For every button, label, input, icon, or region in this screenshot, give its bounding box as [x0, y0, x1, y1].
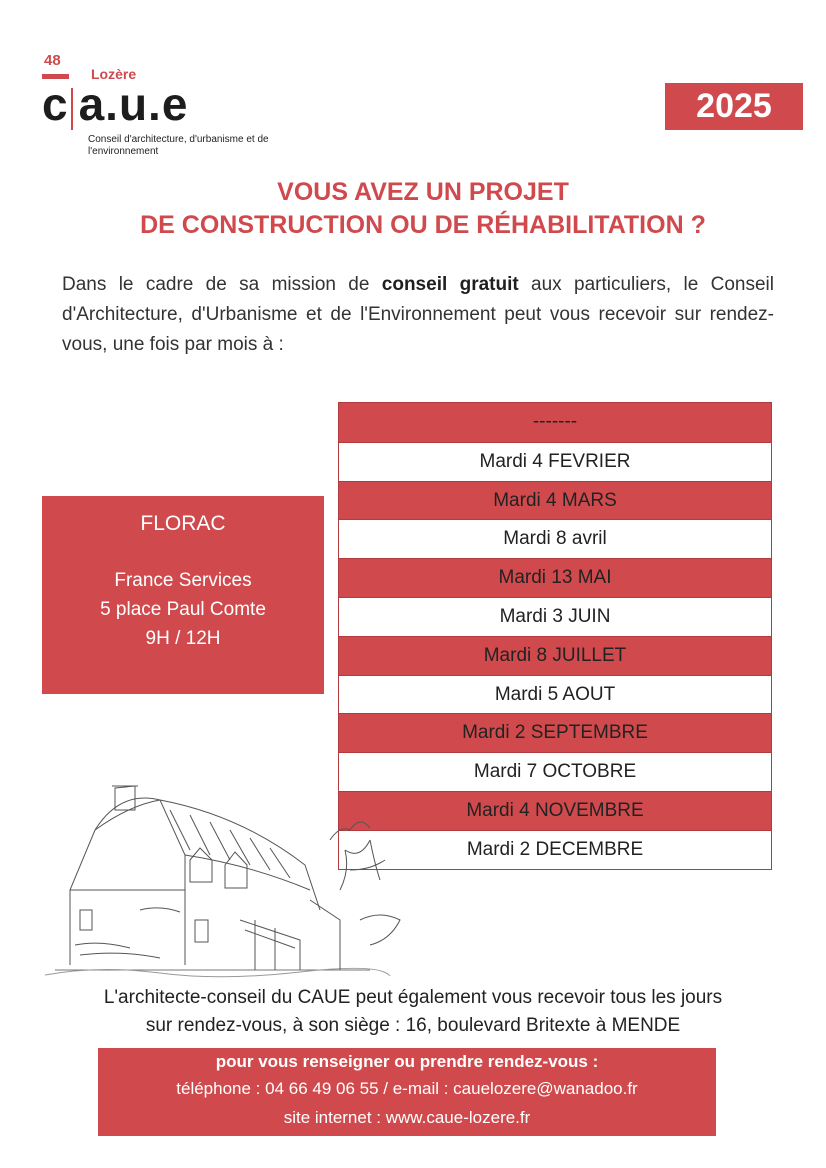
date-row: Mardi 2 SEPTEMBRE: [339, 713, 771, 752]
headline-line-1: VOUS AVEZ UN PROJET: [277, 178, 569, 206]
logo-separator: [71, 88, 73, 130]
logo-department-number: 48: [44, 52, 61, 69]
intro-emphasis: conseil gratuit: [381, 274, 519, 295]
bottom-notice: [40, 984, 786, 1040]
building-sketch: [40, 770, 410, 985]
location-city: FLORAC: [140, 512, 226, 535]
date-row: Mardi 3 JUIN: [339, 597, 771, 636]
page-headline: [40, 176, 806, 242]
contact-box: [98, 1048, 716, 1136]
date-row: Mardi 5 AOUT: [339, 675, 771, 714]
date-row: Mardi 4 MARS: [339, 481, 771, 520]
date-row: -------: [339, 403, 771, 442]
location-venue: France Services: [114, 570, 252, 591]
logo-acronym: [42, 80, 188, 128]
location-box: [42, 496, 324, 694]
date-row: Mardi 2 DECEMBRE: [339, 830, 771, 869]
bottom-line-1: L'architecte-conseil du CAUE peut également vous recevoir tous les jours: [103, 987, 723, 1008]
headline-line-2: DE CONSTRUCTION OU DE RÉHABILITATION ?: [140, 211, 706, 239]
date-row: Mardi 4 NOVEMBRE: [339, 791, 771, 830]
logo-letters-aue: a.u.e: [78, 78, 189, 130]
contact-phone-email[interactable]: téléphone : 04 66 49 06 55 / e-mail : cauelozere@wanadoo.fr: [176, 1079, 638, 1098]
logo-subtitle: Conseil d'architecture, d'urbanisme et de l'environnement: [88, 134, 269, 157]
bottom-line-2: sur rendez-vous, à son siège : 16, boulevard Britexte à MENDE: [145, 1015, 681, 1036]
date-row: Mardi 4 FEVRIER: [339, 442, 771, 481]
date-row: Mardi 7 OCTOBRE: [339, 752, 771, 791]
intro-text-before: Dans le cadre de sa mission de: [62, 274, 382, 295]
date-row: Mardi 8 avril: [339, 519, 771, 558]
date-row: Mardi 13 MAI: [339, 558, 771, 597]
contact-heading: pour vous renseigner ou prendre rendez-vous :: [215, 1052, 599, 1071]
date-row: Mardi 8 JUILLET: [339, 636, 771, 675]
contact-website[interactable]: site internet : www.caue-lozere.fr: [283, 1108, 531, 1127]
caue-logo: [42, 52, 302, 172]
intro-paragraph: [62, 270, 774, 360]
logo-region: Lozère: [91, 66, 137, 82]
intro-text-after: aux particuliers, le Conseil d'Architecture, d'Urbanisme et de l'Environnement peut vous recevoir sur rendez-vous, une fois par mois à :: [62, 274, 774, 355]
location-hours: 9H / 12H: [145, 628, 221, 649]
logo-letter-c: c: [42, 78, 69, 130]
year-badge: 2025: [665, 83, 803, 130]
location-address: 5 place Paul Comte: [100, 599, 266, 620]
